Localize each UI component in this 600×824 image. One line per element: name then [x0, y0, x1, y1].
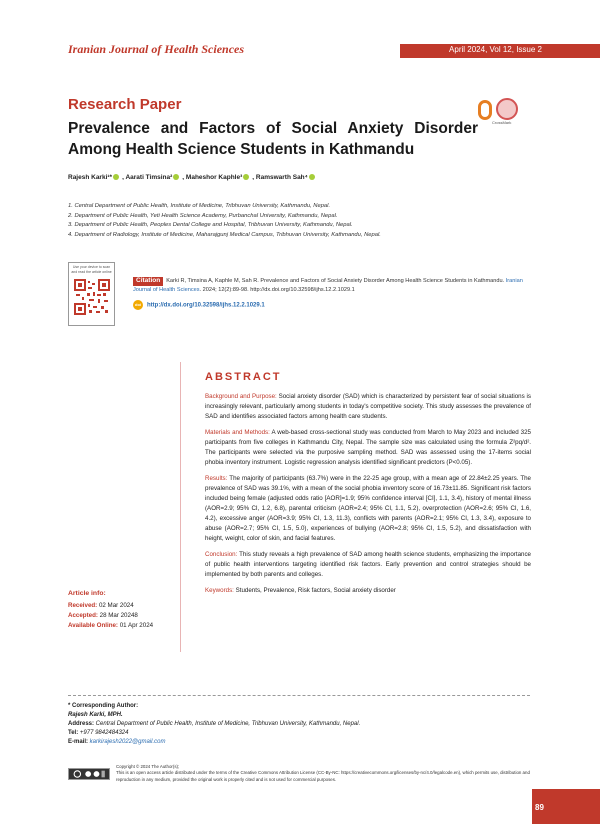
qr-box [68, 262, 115, 326]
issue-info: April 2024, Vol 12, Issue 2 [449, 45, 542, 54]
crossmark-icon[interactable] [496, 98, 518, 120]
doi-row [133, 300, 533, 310]
issue-banner [400, 44, 600, 58]
qr-code-icon[interactable] [74, 279, 110, 315]
tel-value: +977 9842484324 [78, 730, 129, 736]
affiliation-item: 3. Department of Public Health, Peoples Dental College and Hospital, Tribhuvan University, Kathmandu, Nepal. [68, 222, 353, 228]
license-block [68, 764, 538, 783]
article-info-accepted [68, 611, 178, 621]
abstract-methods [205, 428, 531, 468]
orcid-icon[interactable] [243, 174, 249, 180]
affiliation-item: 1. Central Department of Public Health, Institute of Medicine, Tribhuvan University, Kathmandu, Nepal. [68, 203, 331, 209]
abstract-body [205, 392, 531, 602]
abstract-background [205, 392, 531, 422]
abstract-section-label: Materials and Methods: [205, 429, 270, 436]
author-name: Maheshor Kaphle³ [185, 174, 243, 181]
cc-by-nc-license-icon[interactable] [68, 768, 110, 780]
abstract-section-text: The majority of participants (63.7%) were in the 22-25 age group, with a mean age of 22.84±2.25 years. The prevalence of SAD was 39.1%, with a mean of the social phobia inventory score of 16.73±11.85. Significant risk factors included being female (adjusted odds ratio [AOR]=1.9; 95% confidence interval [CI], 1.1, 3.4), history of mental illness (AOR=2.9; 95% CI, 1.2, 6.8), parental criticism (AOR=2.4; 95% CI, 1.1, 5.2), overprotection (AOR=2.6; 95% CI, 1.6, 4.2), excessive anger (AOR=3.9; 95% CI, 1.3, 11.3), conflicts with parents (AOR=2.1; 95% CI, 1.3, 3.4), exposure to abuse (AOR=2.7; 95% CI, 1.5, 5.0), experiences of bullying (AOR=2.8; 95% CI, 1.5, 5.2), and dissatisfaction with height, weight, color of skin, and facial features. [205, 475, 531, 542]
abstract-section-text: This study reveals a high prevalence of SAD among health science students, emphasizing the importance of public health interventions targeting identified risk factors. Early prevention and control strategies should be implemented by both parents and colleges. [205, 551, 531, 578]
article-info-online [68, 621, 178, 631]
open-access-icon [478, 100, 492, 120]
article-info-heading: Article info: [68, 590, 106, 597]
affiliation-item: 4. Department of Radiology, Institute of Medicine, Maharajgunj Medical Campus, Tribhuvan University, Kathmandu, Nepal. [68, 231, 381, 238]
abstract-section-label: Background and Purpose: [205, 393, 277, 400]
citation-text [133, 277, 533, 294]
abstract-section-label: Conclusion: [205, 551, 238, 558]
qr-label: Use your device to scan and read the article online [71, 265, 112, 274]
citation-ref: . 2024; 12(2):89-98. http://dx.doi.org/10.32598/ijhs.12.2.1029.1 [199, 286, 355, 293]
abstract-section-label: Keywords: [205, 587, 234, 594]
corresponding-name: Rajesh Karki, MPH. [68, 712, 123, 718]
address-value: Central Department of Public Health, Institute of Medicine, Tribhuvan University, Kathmandu, Nepal. [94, 721, 361, 727]
affiliations [68, 202, 538, 240]
corresponding-heading: * Corresponding Author: [68, 703, 139, 709]
article-info [68, 590, 178, 631]
info-value: 28 Mar 20248 [97, 612, 138, 619]
journal-header [0, 40, 600, 64]
abstract-section-label: Results: [205, 475, 228, 482]
orcid-icon[interactable] [309, 174, 315, 180]
abstract-section-text: Students, Prevalence, Risk factors, Social anxiety disorder [233, 587, 396, 594]
author-name: Aarati Timsina² [125, 174, 173, 181]
journal-name: Iranian Journal of Health Sciences [68, 42, 245, 56]
corresponding-tel [68, 729, 538, 738]
info-label: Accepted: [68, 612, 98, 619]
abstract-conclusion [205, 550, 531, 580]
orcid-icon[interactable] [173, 174, 179, 180]
author-name: Rajesh Karki¹* [68, 174, 113, 181]
corresponding-divider [68, 695, 530, 696]
abstract-section-text: Social anxiety disorder (SAD) which is characterized by persistent fear of social situations is increasingly relevant, particularly among students in today's competitive society. This study assesses the prevalence of SAD and identifies associated factors among health care students. [205, 393, 531, 420]
corresponding-address [68, 720, 538, 729]
corresponding-author [68, 702, 538, 747]
abstract-heading: ABSTRACT [205, 371, 282, 383]
article-info-received [68, 601, 178, 611]
citation-journal-link[interactable]: Iranian Journal of Health Sciences [133, 278, 523, 293]
article-title: Prevalence and Factors of Social Anxiety Disorder Among Health Science Students in Kathmandu [68, 120, 478, 158]
abstract-section-text: A web-based cross-sectional study was conducted from March to May 2023 and included 325 participants from five colleges in Kathmandu City, Nepal. The sample size was calculated using the formula Z²pq/d². The participants were selected via the purposive sampling method. SAD was assessed using the 17-items social phobia inventory instrument. Logistic regression analysis identified significant predictors (P<0.05). [205, 429, 531, 466]
copyright-line: Copyright © 2024 The Author(s); [116, 764, 180, 769]
license-text [116, 764, 538, 783]
author-list: Rajesh Karki¹* , Aarati Timsina² , Maheshor Kaphle³ , Ramswarth Sah⁴ [68, 174, 318, 181]
info-label: Received: [68, 602, 98, 609]
info-label: Available Online: [68, 622, 118, 629]
author-name: Ramswarth Sah⁴ [255, 174, 308, 181]
affiliation-item: 2. Department of Public Health, Yeti Health Science Academy, Purbanchal University, Kathmandu, Nepal. [68, 212, 338, 219]
page-number: 89 [535, 803, 544, 812]
column-divider [180, 362, 181, 652]
citation-block [133, 277, 533, 310]
email-label: E-mail: [68, 739, 89, 745]
article-type: Research Paper [68, 96, 182, 113]
abstract-keywords [205, 586, 531, 596]
badges [478, 98, 528, 124]
corresponding-email [68, 738, 538, 747]
license-terms: This is an open access article distributed under the terms of the Creative Commons Attribution License (CC-By-NC: https://creativecommons.org/licenses/by-nc/4.0/legalcode.en), which permits use, distribution and reproduction in any medium, provided the original work is properly cited and is not used for commercial purposes. [116, 770, 530, 782]
orcid-icon[interactable] [113, 174, 119, 180]
citation-body: Karki R, Timsina A, Kaphle M, Sah R. Prevalence and Factors of Social Anxiety Disorder Among Health Science Students in Kathmandu. [166, 278, 506, 284]
doi-icon: doi [133, 300, 143, 310]
crossmark-label: CrossMark [492, 120, 512, 125]
citation-label: Citation [133, 277, 163, 286]
doi-link[interactable]: http://dx.doi.org/10.32598/ijhs.12.2.1029.1 [147, 302, 265, 309]
address-label: Address: [68, 721, 95, 727]
info-value: 01 Apr 2024 [117, 622, 154, 629]
email-link[interactable]: karkirajesh2022@gmail.com [88, 739, 166, 745]
tel-label: Tel: [68, 730, 79, 736]
abstract-results [205, 474, 531, 544]
info-value: 02 Mar 2024 [97, 602, 134, 609]
